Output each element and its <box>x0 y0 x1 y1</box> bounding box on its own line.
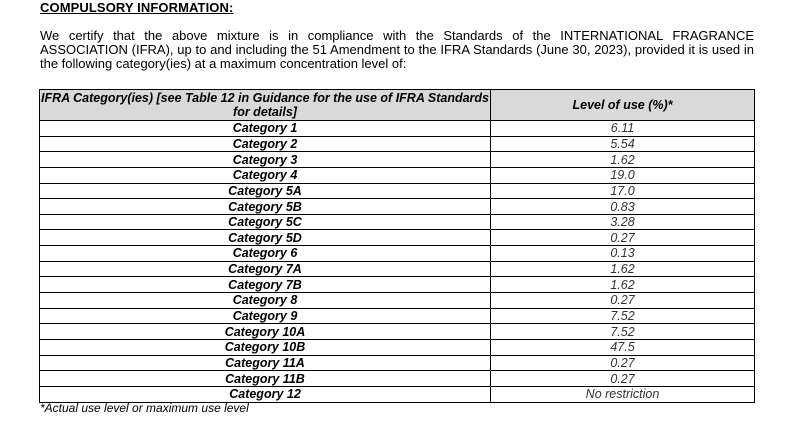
table-row <box>40 246 755 262</box>
level-cell: 0.83 <box>491 199 755 215</box>
table-body <box>40 121 755 403</box>
level-cell: No restriction <box>491 386 755 402</box>
level-cell: 3.28 <box>491 214 755 230</box>
table-row <box>40 261 755 277</box>
table-row <box>40 199 755 215</box>
table-row <box>40 339 755 355</box>
category-cell: Category 6 <box>40 246 491 262</box>
category-cell: Category 7B <box>40 277 491 293</box>
level-cell: 1.62 <box>491 277 755 293</box>
header-level-of-use: Level of use (%)* <box>491 90 755 121</box>
footnote: *Actual use level or maximum use level <box>40 401 249 415</box>
level-cell: 0.27 <box>491 230 755 246</box>
level-cell: 17.0 <box>491 183 755 199</box>
table-row <box>40 386 755 402</box>
table-row <box>40 121 755 137</box>
table-row <box>40 277 755 293</box>
level-cell: 0.27 <box>491 293 755 309</box>
table-row <box>40 183 755 199</box>
table-row <box>40 230 755 246</box>
level-cell: 0.27 <box>491 371 755 387</box>
level-cell: 0.13 <box>491 246 755 262</box>
level-cell: 5.54 <box>491 136 755 152</box>
category-cell: Category 9 <box>40 308 491 324</box>
level-cell: 7.52 <box>491 324 755 340</box>
category-cell: Category 3 <box>40 152 491 168</box>
table-row <box>40 308 755 324</box>
category-cell: Category 2 <box>40 136 491 152</box>
table-row <box>40 293 755 309</box>
table-row <box>40 371 755 387</box>
category-cell: Category 5D <box>40 230 491 246</box>
category-cell: Category 5C <box>40 214 491 230</box>
level-cell: 7.52 <box>491 308 755 324</box>
category-cell: Category 5A <box>40 183 491 199</box>
ifra-category-table <box>39 89 755 403</box>
table-row <box>40 355 755 371</box>
table-row <box>40 136 755 152</box>
table-row <box>40 167 755 183</box>
table-row <box>40 152 755 168</box>
category-cell: Category 10A <box>40 324 491 340</box>
category-cell: Category 5B <box>40 199 491 215</box>
level-cell: 1.62 <box>491 152 755 168</box>
table-header-row <box>40 90 755 121</box>
category-cell: Category 1 <box>40 121 491 137</box>
header-category: IFRA Category(ies) [see Table 12 in Guidance for the use of IFRA Standards for details] <box>40 91 489 119</box>
category-cell: Category 11A <box>40 355 491 371</box>
category-cell: Category 11B <box>40 371 491 387</box>
category-cell: Category 4 <box>40 167 491 183</box>
category-cell: Category 7A <box>40 261 491 277</box>
level-cell: 1.62 <box>491 261 755 277</box>
level-cell: 0.27 <box>491 355 755 371</box>
table-row <box>40 214 755 230</box>
compliance-statement: We certify that the above mixture is in compliance with the Standards of the INTERNATIONAL FRAGRANCE ASSOCIATION (IFRA), up to and including the 51 Amendment to the IFRA Standards (June 30, 2023), provided it is used in the following category(ies) at a maximum concentration level of: <box>40 28 754 71</box>
level-cell: 47.5 <box>491 339 755 355</box>
category-cell: Category 12 <box>40 386 491 402</box>
category-cell: Category 8 <box>40 293 491 309</box>
level-cell: 19.0 <box>491 167 755 183</box>
category-cell: Category 10B <box>40 339 491 355</box>
table-row <box>40 324 755 340</box>
level-cell: 6.11 <box>491 121 755 137</box>
section-heading: COMPULSORY INFORMATION: <box>40 0 234 15</box>
